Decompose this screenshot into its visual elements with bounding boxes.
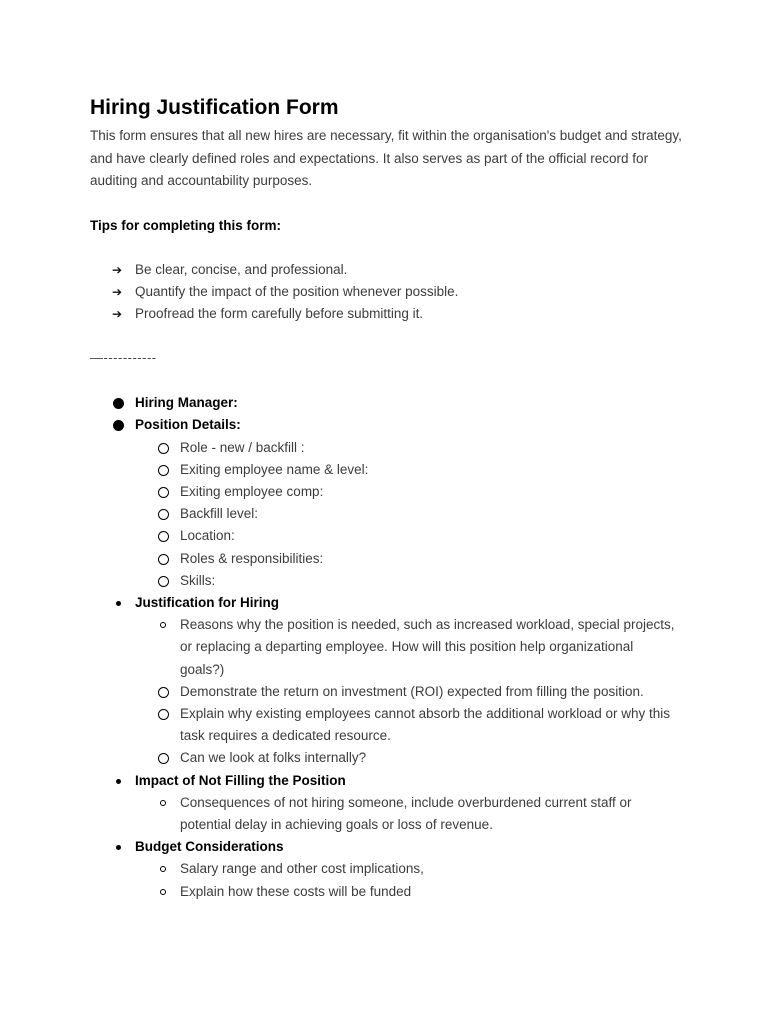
hollow-circle-icon — [158, 576, 169, 587]
list-item — [135, 481, 690, 503]
section-budget — [90, 836, 690, 903]
list-item — [135, 437, 690, 459]
hollow-circle-icon — [158, 687, 169, 698]
tips-heading: Tips for completing this form: — [90, 217, 282, 233]
list-item — [135, 570, 690, 592]
list-item — [135, 792, 690, 836]
list-item — [135, 548, 690, 570]
tips-list — [90, 259, 690, 326]
hollow-circle-icon — [158, 509, 169, 520]
right-arrow-icon: ➔ — [112, 284, 123, 299]
budget-list — [135, 858, 690, 902]
small-filled-circle-icon — [116, 845, 121, 850]
list-item — [135, 747, 690, 769]
section-hiring-manager — [90, 392, 690, 414]
item-text: Explain why existing employees cannot absorb the additional workload or why this task requires a dedicated resource. — [180, 705, 671, 744]
list-item — [135, 703, 690, 747]
item-text: Can we look at folks internally? — [180, 750, 367, 766]
hollow-circle-icon — [158, 753, 169, 764]
hollow-circle-icon — [158, 554, 169, 565]
page-title: Hiring Justification Form — [90, 96, 339, 119]
small-filled-circle-icon — [116, 779, 121, 784]
section-label: Justification for Hiring — [135, 594, 280, 610]
small-filled-circle-icon — [116, 601, 121, 606]
document-page — [90, 94, 690, 903]
form-sections — [90, 392, 690, 903]
field-label: Role - new / backfill : — [180, 439, 305, 455]
divider-line: —----------- — [90, 350, 157, 366]
section-label: Budget Considerations — [135, 839, 284, 855]
list-item — [135, 525, 690, 547]
impact-list — [135, 792, 690, 836]
hollow-circle-icon — [158, 709, 169, 720]
field-label: Exiting employee name & level: — [180, 461, 369, 477]
section-justification — [90, 592, 690, 770]
list-item — [135, 503, 690, 525]
tip-text: Be clear, concise, and professional. — [135, 261, 348, 277]
section-position-details — [90, 414, 690, 592]
small-hollow-circle-icon — [160, 889, 166, 895]
item-text: Reasons why the position is needed, such as increased workload, special projects, or replacing a departing employee. How will this position help organizational goals?) — [180, 617, 675, 677]
list-item — [135, 681, 690, 703]
hollow-circle-icon — [158, 487, 169, 498]
tip-item — [90, 259, 690, 281]
justification-list — [135, 614, 690, 769]
field-label: Roles & responsibilities: — [180, 550, 324, 566]
item-text: Salary range and other cost implications, — [180, 861, 424, 877]
tip-item — [90, 303, 690, 325]
tip-text: Proofread the form carefully before submitting it. — [135, 305, 424, 321]
item-text: Explain how these costs will be funded — [180, 883, 412, 899]
item-text: Demonstrate the return on investment (ROI) expected from filling the position. — [180, 683, 644, 699]
hollow-circle-icon — [158, 465, 169, 476]
item-text: Consequences of not hiring someone, include overburdened current staff or potential delay in achieving goals or loss of revenue. — [180, 794, 632, 832]
filled-circle-icon — [113, 398, 124, 409]
section-label: Position Details: — [135, 417, 241, 433]
filled-circle-icon — [113, 420, 124, 431]
tip-item — [90, 281, 690, 303]
field-label: Exiting employee comp: — [180, 483, 324, 499]
list-item — [135, 614, 690, 681]
list-item — [135, 459, 690, 481]
hollow-circle-icon — [158, 531, 169, 542]
field-label: Skills: — [180, 572, 216, 588]
field-label: Backfill level: — [180, 506, 259, 522]
section-label: Hiring Manager: — [135, 395, 238, 411]
hollow-circle-icon — [158, 443, 169, 454]
tip-text: Quantify the impact of the position whenever possible. — [135, 283, 459, 299]
right-arrow-icon: ➔ — [112, 262, 123, 277]
position-details-list — [135, 437, 690, 592]
intro-paragraph: This form ensures that all new hires are necessary, fit within the organisation's budget and strategy, and have clearly defined roles and expectations. It also serves as part of the official record for auditing and accountability purposes. — [90, 128, 682, 188]
list-item — [135, 881, 690, 903]
section-impact — [90, 770, 690, 837]
small-hollow-circle-icon — [160, 866, 166, 872]
small-hollow-circle-icon — [160, 800, 166, 806]
right-arrow-icon: ➔ — [112, 306, 123, 321]
list-item — [135, 858, 690, 880]
section-label: Impact of Not Filling the Position — [135, 772, 346, 788]
field-label: Location: — [180, 528, 235, 544]
small-hollow-circle-icon — [160, 622, 166, 628]
